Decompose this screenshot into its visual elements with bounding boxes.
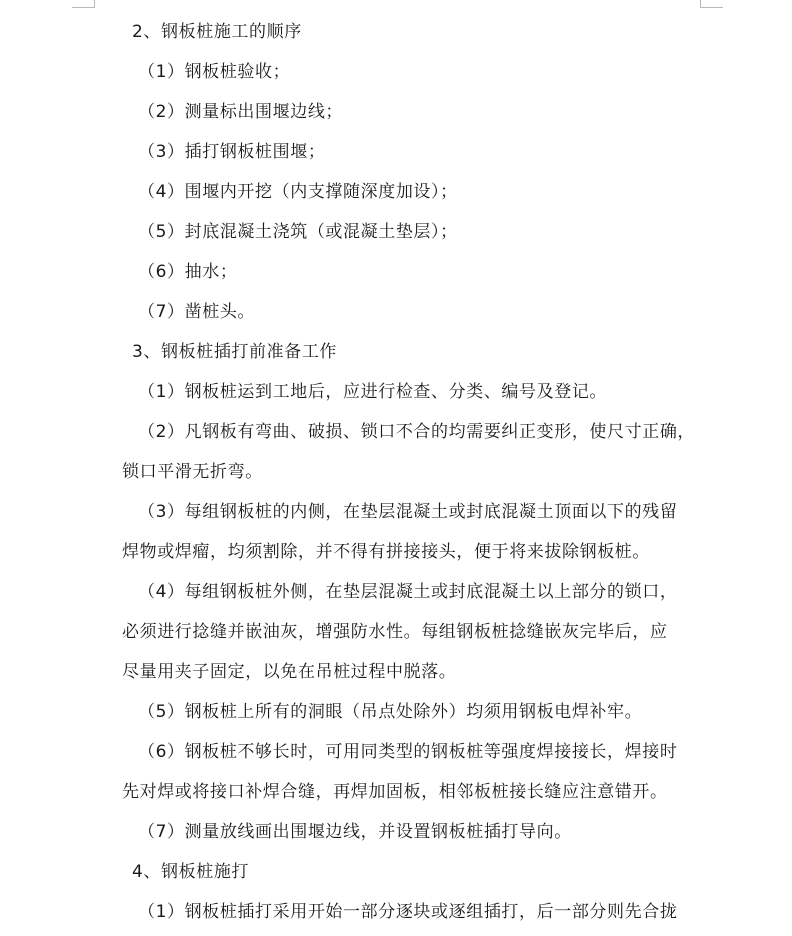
list-item: （2）测量标出围堰边线； [138,102,344,122]
list-item: （6）抽水； [138,262,238,282]
list-item: （6）钢板桩不够长时，可用同类型的钢板桩等强度焊接接长，焊接时 [138,742,678,762]
list-item: （3）每组钢板桩的内侧，在垫层混凝土或封底混凝土顶面以下的残留 [138,502,678,522]
list-item-continuation: 锁口平滑无折弯。 [122,462,263,482]
page-corner-mark-left [72,0,95,8]
list-item: （5）钢板桩上所有的洞眼（吊点处除外）均须用钢板电焊补牢。 [138,702,643,722]
list-item: （1）钢板桩运到工地后，应进行检查、分类、编号及登记。 [138,382,608,402]
section-heading: 3、钢板桩插打前准备工作 [132,342,338,362]
list-item: （1）钢板桩验收； [138,62,291,82]
page-corner-mark-right [700,0,723,8]
list-item: （3）插打钢板桩围堰； [138,142,326,162]
list-item: （5）封底混凝土浇筑（或混凝土垫层）； [138,222,458,242]
list-item-continuation: 先对焊或将接口补焊合缝，再焊加固板，相邻板桩接长缝应注意错开。 [122,782,668,802]
list-item: （4）围堰内开挖（内支撑随深度加设）； [138,182,458,202]
section-heading: 4、钢板桩施打 [132,862,250,882]
list-item: （7）凿桩头。 [138,302,256,322]
section-heading: 2、钢板桩施工的顺序 [132,22,302,42]
list-item: （7）测量放线画出围堰边线，并设置钢板桩插打导向。 [138,822,572,842]
list-item: （2）凡钢板有弯曲、破损、锁口不合的均需要纠正变形，使尺寸正确， [138,422,696,442]
list-item-continuation: 尽量用夹子固定，以免在吊桩过程中脱落。 [122,662,457,682]
list-item-continuation: 焊物或焊瘤，均须割除，并不得有拼接接头，便于将来拔除钢板桩。 [122,542,650,562]
list-item-continuation: 必须进行捻缝并嵌油灰，增强防水性。每组钢板桩捻缝嵌灰完毕后，应 [122,622,668,642]
list-item: （1）钢板桩插打采用开始一部分逐块或逐组插打，后一部分则先合拢 [138,902,678,922]
list-item: （4）每组钢板桩外侧，在垫层混凝土或封底混凝土以上部分的锁口， [138,582,678,602]
